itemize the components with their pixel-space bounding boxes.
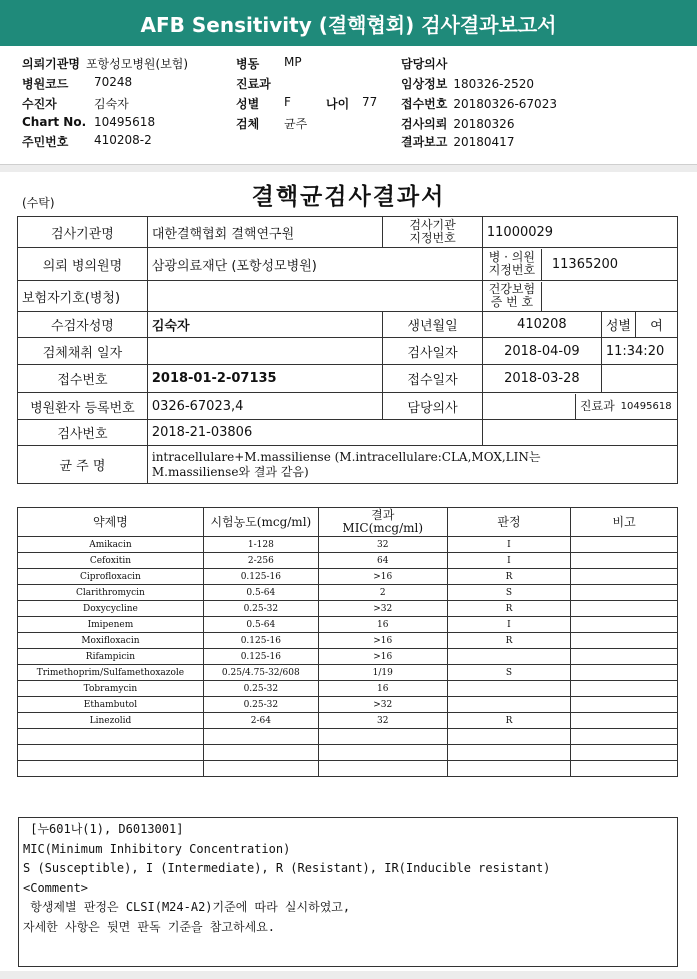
note-line: 항생제별 판정은 CLSI(M24-A2)기준에 따라 실시하였고, — [23, 900, 351, 914]
test-date-value: 2018-04-09 — [482, 338, 601, 365]
comment-box — [18, 817, 678, 967]
drug-header: 약제명 — [18, 508, 204, 537]
table-row — [18, 446, 678, 484]
drug-note-cell — [571, 617, 678, 633]
empty-row — [18, 761, 678, 777]
report-title: 결핵균검사결과서 — [251, 183, 446, 210]
test-no-value: 2018-21-03806 — [147, 420, 482, 446]
test-date-label: 검사일자 — [383, 338, 483, 365]
report-sex-label: 성별 — [601, 312, 635, 338]
report-dept-value: 10495618 — [620, 400, 672, 412]
table-row — [18, 217, 678, 248]
pname-value: 김숙자 — [147, 312, 382, 338]
clinical-info-field: 임상정보 180326-2520 — [401, 77, 535, 91]
drug-conc-cell: 0.5-64 — [203, 617, 318, 633]
drug-judge-cell: I — [447, 537, 571, 553]
drug-judge-cell: R — [447, 633, 571, 649]
drug-drug-cell: Rifampicin — [18, 649, 204, 665]
drug-row — [18, 665, 678, 681]
note-line: S (Susceptible), I (Intermediate), R (Resistant), IR(Inducible resistant) — [23, 861, 551, 875]
table-row — [18, 365, 678, 393]
drug-conc-cell: 1-128 — [203, 537, 318, 553]
drug-note-cell — [571, 537, 678, 553]
ref-no-value: 11365200 — [551, 256, 619, 272]
drug-drug-cell: Imipenem — [18, 617, 204, 633]
recv-no-label: 접수번호 — [18, 365, 148, 393]
judge-header: 판정 — [447, 508, 571, 537]
drug-mic-cell: 2 — [318, 585, 447, 601]
drug-note-cell — [571, 633, 678, 649]
drug-note-cell — [571, 585, 678, 601]
drug-conc-cell: 0.25-32 — [203, 601, 318, 617]
table-row — [18, 420, 678, 446]
drug-mic-cell: 32 — [318, 537, 447, 553]
reg-value: 0326-67023,4 — [147, 393, 382, 420]
recv-date-label: 접수일자 — [383, 365, 483, 393]
drug-conc-cell: 0.25-32 — [203, 681, 318, 697]
note-line: MIC(Minimum Inhibitory Concentration) — [23, 841, 291, 856]
drug-note-cell — [571, 649, 678, 665]
drug-row — [18, 569, 678, 585]
strain-value: intracellulare+M.massiliense (M.intracellulare:CLA,MOX,LIN는 M.massiliense와 결과 같음) — [147, 446, 677, 484]
drug-conc-cell: 2-64 — [203, 713, 318, 729]
note-line: 자세한 사항은 뒷면 판독 기준을 참고하세요. — [23, 919, 276, 934]
lab-no-label: 검사기관 지정번호 — [383, 217, 483, 248]
doctor-field: 담당의사 — [401, 57, 448, 71]
drug-note-cell — [571, 697, 678, 713]
consignment-tag: (수탁) — [22, 196, 55, 210]
report-date-field: 결과보고 20180417 — [401, 135, 515, 149]
drug-judge-cell: I — [447, 553, 571, 569]
drug-note-cell — [571, 601, 678, 617]
drug-mic-cell: >16 — [318, 569, 447, 585]
drug-mic-cell: 16 — [318, 617, 447, 633]
report-header — [0, 0, 697, 46]
drug-drug-cell: Linezolid — [18, 713, 204, 729]
hospital-field: 의뢰기관명 포항성모병원(보험) — [22, 57, 189, 71]
drug-note-cell — [571, 713, 678, 729]
drug-row — [18, 681, 678, 697]
drug-conc-cell: 0.25/4.75-32/608 — [203, 665, 318, 681]
drug-drug-cell: Tobramycin — [18, 681, 204, 697]
ref-no-cell — [482, 248, 677, 281]
drug-mic-cell: 1/19 — [318, 665, 447, 681]
health-cell — [482, 281, 677, 312]
drug-drug-cell: Amikacin — [18, 537, 204, 553]
drug-judge-cell: S — [447, 665, 571, 681]
table-row — [18, 248, 678, 281]
ward-field: 병동 MP — [236, 55, 302, 71]
drug-conc-cell: 0.5-64 — [203, 585, 318, 601]
attending-label: 담당의사 — [383, 393, 483, 420]
specimen-field: 검체 균주 — [236, 117, 308, 131]
hospital-code-field: 병원코드 70248 — [22, 75, 133, 91]
patient-name-field: 수진자 김숙자 — [22, 97, 129, 111]
table-row — [18, 312, 678, 338]
drug-drug-cell: Trimethoprim/Sulfamethoxazole — [18, 665, 204, 681]
collect-label: 검체채취 일자 — [18, 338, 148, 365]
drug-judge-cell: S — [447, 585, 571, 601]
test-no-label: 검사번호 — [18, 420, 148, 446]
ref-no-label: 병 · 의원 지정번호 — [483, 249, 542, 280]
test-time-value: 11:34:20 — [601, 338, 677, 365]
drug-drug-cell: Ethambutol — [18, 697, 204, 713]
drug-judge-cell — [447, 649, 571, 665]
drug-row — [18, 713, 678, 729]
ref-value: 삼광의료재단 (포항성모병원) — [147, 248, 482, 281]
drug-row — [18, 649, 678, 665]
drug-note-cell — [571, 681, 678, 697]
attending-cell — [482, 393, 677, 420]
drug-judge-cell: R — [447, 713, 571, 729]
dob-value: 410208 — [482, 312, 601, 338]
insur-label: 보험자기호(병청) — [18, 281, 148, 312]
table-row — [18, 281, 678, 312]
drug-conc-cell: 0.125-16 — [203, 649, 318, 665]
chart-no-field: Chart No. 10495618 — [22, 115, 156, 129]
drug-judge-cell: I — [447, 617, 571, 633]
drug-drug-cell: Moxifloxacin — [18, 633, 204, 649]
mic-header: 결과 MIC(mcg/ml) — [318, 508, 447, 537]
report-sex-value: 여 — [635, 312, 677, 338]
accession-field: 접수번호 20180326-67023 — [401, 97, 557, 111]
sex-field: 성별 F — [236, 95, 291, 111]
health-label: 건강보험 증 번 호 — [483, 282, 542, 311]
conc-header: 시험농도(mcg/ml) — [203, 508, 318, 537]
rrn-field: 주민번호 410208-2 — [22, 133, 152, 149]
drug-row — [18, 537, 678, 553]
insur-value — [147, 281, 482, 312]
drug-judge-cell — [447, 681, 571, 697]
empty-row — [18, 745, 678, 761]
drug-conc-cell: 0.25-32 — [203, 697, 318, 713]
drug-drug-cell: Cefoxitin — [18, 553, 204, 569]
drug-row — [18, 585, 678, 601]
note-line: [누601나(1), D6013001] — [23, 822, 184, 836]
request-date-field: 검사의뢰 20180326 — [401, 117, 515, 131]
report-info-table — [17, 216, 678, 484]
drug-mic-cell: >16 — [318, 633, 447, 649]
drug-mic-cell: 32 — [318, 713, 447, 729]
drug-row — [18, 601, 678, 617]
drug-mic-cell: >32 — [318, 601, 447, 617]
patient-info-panel — [0, 46, 697, 165]
lab-label: 검사기관명 — [18, 217, 148, 248]
drug-mic-cell: >16 — [318, 649, 447, 665]
lab-no-value: 11000029 — [482, 217, 677, 248]
report-dept-label: 진료과 — [575, 394, 619, 419]
table-header-row — [18, 508, 678, 537]
drug-conc-cell: 0.125-16 — [203, 633, 318, 649]
drug-row — [18, 697, 678, 713]
drug-row — [18, 553, 678, 569]
drug-drug-cell: Ciprofloxacin — [18, 569, 204, 585]
strain-label: 균 주 명 — [18, 446, 148, 484]
drug-mic-cell: 64 — [318, 553, 447, 569]
note-header: 비고 — [571, 508, 678, 537]
table-row — [18, 393, 678, 420]
drug-row — [18, 633, 678, 649]
drug-note-cell — [571, 665, 678, 681]
table-row — [18, 338, 678, 365]
drug-drug-cell: Doxycycline — [18, 601, 204, 617]
drug-note-cell — [571, 553, 678, 569]
recv-no-value: 2018-01-2-07135 — [147, 365, 382, 393]
susceptibility-table — [17, 507, 678, 777]
drug-judge-cell: R — [447, 601, 571, 617]
ref-label: 의뢰 병의원명 — [18, 248, 148, 281]
dob-label: 생년월일 — [383, 312, 483, 338]
drug-mic-cell: 16 — [318, 681, 447, 697]
age-field: 나이 77 — [326, 95, 378, 111]
recv-date-value: 2018-03-28 — [482, 365, 601, 393]
drug-mic-cell: >32 — [318, 697, 447, 713]
collect-value — [147, 338, 382, 365]
dept-field: 진료과 — [236, 77, 271, 91]
drug-conc-cell: 2-256 — [203, 553, 318, 569]
lab-value: 대한결핵협회 결핵연구원 — [147, 217, 382, 248]
drug-row — [18, 617, 678, 633]
report-header-title: AFB Sensitivity (결핵협회) 검사결과보고서 — [140, 13, 557, 37]
empty-row — [18, 729, 678, 745]
reg-label: 병원환자 등록번호 — [18, 393, 148, 420]
note-line: <Comment> — [23, 880, 89, 895]
drug-conc-cell: 0.125-16 — [203, 569, 318, 585]
drug-note-cell — [571, 569, 678, 585]
drug-drug-cell: Clarithromycin — [18, 585, 204, 601]
drug-judge-cell: R — [447, 569, 571, 585]
drug-judge-cell — [447, 697, 571, 713]
pname-label: 수검자성명 — [18, 312, 148, 338]
